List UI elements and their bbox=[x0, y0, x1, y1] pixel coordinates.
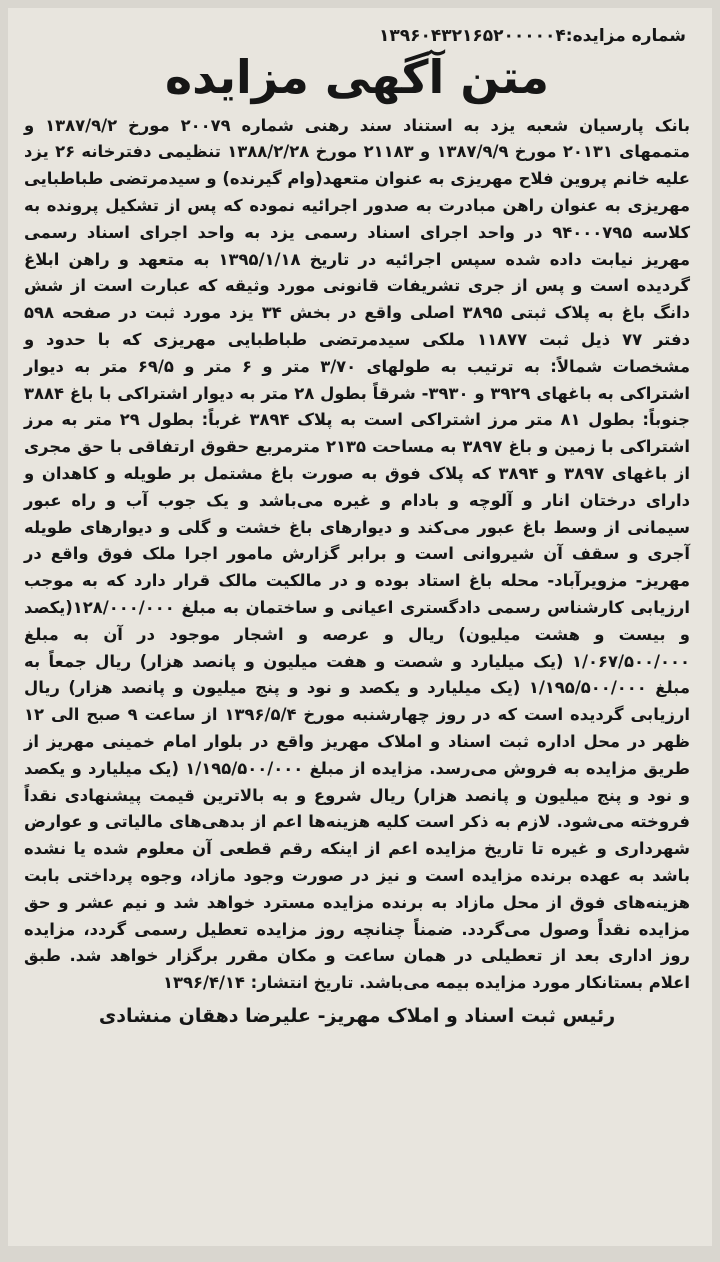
auction-number: شماره مزایده:۱۳۹۶۰۴۳۲۱۶۵۲۰۰۰۰۰۴ bbox=[379, 26, 686, 46]
signature-line: رئیس ثبت اسناد و املاک مهریز- علیرضا دهقان منشادی bbox=[98, 1004, 616, 1027]
notice-title: متن آگهی مزایده bbox=[165, 50, 549, 104]
newspaper-clipping bbox=[8, 8, 712, 1246]
notice-body: بانک پارسیان شعبه یزد به استناد سند رهنی شماره ۲۰۰۷۹ مورخ ۱۳۸۷/۹/۲ و متممهای ۲۰۱۳۱ مورخ ۱۳۸۷/۹/۹ و ۲۱۱۸۳ مورخ ۱۳۸۸/۲/۲۸ تنظیمی دفترخانه ۲۶ یزد علیه خانم پروین فلاح مهریزی به عنوان متعهد(وام گیرنده) و سیدمرتضی طباطبایی مهریزی به عنوان راهن مبادرت به صدور اجرائیه نموده که پس از تشکیل پرونده به کلاسه ۹۴۰۰۰۷۹۵ در واحد اجرای اسناد رسمی یزد به واحد اجرای اسناد رسمی مهریز نیابت داده شده سپس اجرائیه در تاریخ ۱۳۹۵/۱/۱۸ به متعهد و راهن ابلاغ گردیده است و پس از جری تشریفات قانونی مورد وثیقه که عبارت است از شش دانگ باغ به پلاک ثبتی ۳۸۹۵ اصلی واقع در بخش ۳۴ یزد مورد ثبت در صفحه ۵۹۸ دفتر ۷۷ ذیل ثبت ۱۱۸۷۷ ملکی سیدمرتضی طباطبایی مهریزی که با حدود و مشخصات شمالاً: به ترتیب به طولهای ۳/۷۰ متر و ۶ متر و ۶۹/۵ متر به دیوار اشتراکی به باغهای ۳۹۲۹ و ۳۹۳۰- شرقاً بطول ۲۸ متر به دیوار اشتراکی با باغ ۳۸۸۴ جنوباً: بطول ۸۱ متر مرز اشتراکی است به پلاک ۳۸۹۴ غرباً: بطول ۲۹ متر به مرز اشتراکی با زمین و باغ ۳۸۹۷ به مساحت ۲۱۳۵ مترمربع حقوق ارتفاقی با حق مجری از باغهای ۳۸۹۷ و ۳۸۹۴ که پلاک فوق به صورت باغ مشتمل بر طویله و کاهدان و دارای درختان انار و آلوچه و بادام و غیره می‌باشد و یک جوب آب و راه عبور سیمانی از وسط باغ عبور می‌کند و دیوارهای باغ خشت و گلی و دیوارهای طویله آجری و سقف آن شیروانی است و برابر گزارش مامور اجرا ملک فوق واقع در مهریز- مزویرآباد- محله باغ استاد بوده و در مالکیت مالک قرار دارد که به موجب ارزیابی کارشناس رسمی دادگستری اعیانی و ساختمان به مبلغ ۱۲۸/۰۰۰/۰۰۰(یکصد و بیست و هشت میلیون) ریال و عرصه و اشجار موجود در آن به مبلغ ۱/۰۶۷/۵۰۰/۰۰۰ (یک میلیارد و شصت و هفت میلیون و پانصد هزار) ریال جمعاً به مبلغ ۱/۱۹۵/۵۰۰/۰۰۰ (یک میلیارد و یکصد و نود و پنج میلیون و پانصد هزار) ریال ارزیابی گردیده است که در روز چهارشنبه مورخ ۱۳۹۶/۵/۴ از ساعت ۹ صبح الی ۱۲ ظهر در محل اداره ثبت اسناد و املاک مهریز واقع در بلوار امام خمینی مهریز از طریق مزایده به فروش می‌رسد. مزایده از مبلغ ۱/۱۹۵/۵۰۰/۰۰۰ (یک میلیارد و یکصد و نود و پنج میلیون و پانصد هزار) ریال شروع و به بالاترین قیمت پیشنهادی نقداً فروخته می‌شود. لازم به ذکر است کلیه هزینه‌ها اعم از بدهی‌های مالیاتی و عوارض شهرداری و غیره تا تاریخ مزایده اعم از اینکه رقم قطعی آن معلوم شده یا نشده باشد به عهده برنده مزایده است و نیز در صورت وجود مازاد، وجوه پرداختی بابت هزینه‌های فوق از محل مازاد به برنده مزایده مسترد خواهد شد و نیم عشر و حق مزایده نقداً وصول می‌گردد. ضمناً چنانچه روز مزایده تعطیل رسمی گردد، مزایده روز اداری بعد از تعطیلی در همان ساعت و مکان مقرر برگزار خواهد شد. طبق اعلام بستانکار مورد مزایده بیمه می‌باشد. تاریخ انتشار: ۱۳۹۶/۴/۱۴ bbox=[24, 115, 691, 993]
